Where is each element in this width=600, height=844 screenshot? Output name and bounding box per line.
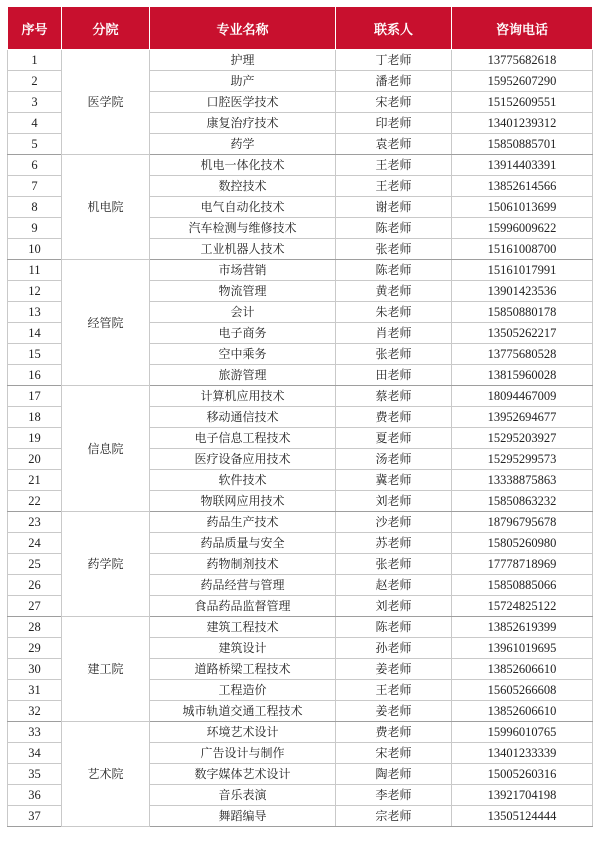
row-index: 12 <box>8 281 62 302</box>
phone-number: 13775680528 <box>452 344 593 365</box>
major-name: 舞蹈编导 <box>150 806 336 827</box>
phone-number: 15605266608 <box>452 680 593 701</box>
phone-number: 13921704198 <box>452 785 593 806</box>
phone-number: 13401239312 <box>452 113 593 134</box>
contact-person: 黄老师 <box>336 281 452 302</box>
row-index: 31 <box>8 680 62 701</box>
contact-person: 陈老师 <box>336 218 452 239</box>
major-name: 药品经营与管理 <box>150 575 336 596</box>
phone-number: 13852619399 <box>452 617 593 638</box>
row-index: 25 <box>8 554 62 575</box>
contact-person: 苏老师 <box>336 533 452 554</box>
department-cell: 信息院 <box>62 386 150 512</box>
row-index: 23 <box>8 512 62 533</box>
major-name: 环境艺术设计 <box>150 722 336 743</box>
contact-person: 蔡老师 <box>336 386 452 407</box>
major-name: 空中乘务 <box>150 344 336 365</box>
row-index: 26 <box>8 575 62 596</box>
major-name: 建筑设计 <box>150 638 336 659</box>
row-index: 5 <box>8 134 62 155</box>
contact-person: 潘老师 <box>336 71 452 92</box>
phone-number: 13914403391 <box>452 155 593 176</box>
contact-person: 张老师 <box>336 239 452 260</box>
contact-person: 宋老师 <box>336 743 452 764</box>
major-name: 广告设计与制作 <box>150 743 336 764</box>
phone-number: 13952694677 <box>452 407 593 428</box>
major-name: 数控技术 <box>150 176 336 197</box>
department-cell: 经管院 <box>62 260 150 386</box>
contact-person: 姜老师 <box>336 659 452 680</box>
department-cell: 建工院 <box>62 617 150 722</box>
header-row <box>8 7 593 50</box>
phone-number: 15850880178 <box>452 302 593 323</box>
contact-person: 沙老师 <box>336 512 452 533</box>
phone-number: 17778718969 <box>452 554 593 575</box>
contact-person: 王老师 <box>336 176 452 197</box>
row-index: 9 <box>8 218 62 239</box>
header-phone: 咨询电话 <box>452 7 593 50</box>
major-name: 助产 <box>150 71 336 92</box>
row-index: 1 <box>8 50 62 71</box>
row-index: 6 <box>8 155 62 176</box>
row-index: 3 <box>8 92 62 113</box>
row-index: 28 <box>8 617 62 638</box>
contact-person: 王老师 <box>336 680 452 701</box>
table-body <box>8 50 593 827</box>
row-index: 32 <box>8 701 62 722</box>
major-name: 建筑工程技术 <box>150 617 336 638</box>
phone-number: 15295299573 <box>452 449 593 470</box>
row-index: 30 <box>8 659 62 680</box>
phone-number: 13852606610 <box>452 701 593 722</box>
row-index: 20 <box>8 449 62 470</box>
major-name: 市场营销 <box>150 260 336 281</box>
row-index: 2 <box>8 71 62 92</box>
contact-person: 宗老师 <box>336 806 452 827</box>
major-name: 医疗设备应用技术 <box>150 449 336 470</box>
row-index: 27 <box>8 596 62 617</box>
phone-number: 13505262217 <box>452 323 593 344</box>
phone-number: 15724825122 <box>452 596 593 617</box>
row-index: 36 <box>8 785 62 806</box>
phone-number: 18094467009 <box>452 386 593 407</box>
row-index: 37 <box>8 806 62 827</box>
major-name: 工业机器人技术 <box>150 239 336 260</box>
contact-person: 印老师 <box>336 113 452 134</box>
major-name: 机电一体化技术 <box>150 155 336 176</box>
table-row <box>8 386 593 407</box>
row-index: 29 <box>8 638 62 659</box>
phone-number: 18796795678 <box>452 512 593 533</box>
phone-number: 15850885066 <box>452 575 593 596</box>
phone-number: 15952607290 <box>452 71 593 92</box>
contact-person: 张老师 <box>336 344 452 365</box>
major-name: 计算机应用技术 <box>150 386 336 407</box>
header-department: 分院 <box>62 7 150 50</box>
row-index: 19 <box>8 428 62 449</box>
major-name: 口腔医学技术 <box>150 92 336 113</box>
contact-person: 费老师 <box>336 407 452 428</box>
major-name: 数字媒体艺术设计 <box>150 764 336 785</box>
table-row <box>8 722 593 743</box>
contact-table-container <box>7 7 592 827</box>
phone-number: 15996009622 <box>452 218 593 239</box>
contact-person: 陶老师 <box>336 764 452 785</box>
contact-person: 肖老师 <box>336 323 452 344</box>
major-name: 药物制剂技术 <box>150 554 336 575</box>
contact-table <box>7 7 593 827</box>
major-name: 电子商务 <box>150 323 336 344</box>
row-index: 8 <box>8 197 62 218</box>
row-index: 24 <box>8 533 62 554</box>
contact-person: 李老师 <box>336 785 452 806</box>
major-name: 药品质量与安全 <box>150 533 336 554</box>
header-contact: 联系人 <box>336 7 452 50</box>
table-row <box>8 50 593 71</box>
phone-number: 13338875863 <box>452 470 593 491</box>
table-row <box>8 155 593 176</box>
phone-number: 15161017991 <box>452 260 593 281</box>
phone-number: 13505124444 <box>452 806 593 827</box>
table-row <box>8 512 593 533</box>
row-index: 10 <box>8 239 62 260</box>
contact-person: 姜老师 <box>336 701 452 722</box>
contact-person: 陈老师 <box>336 617 452 638</box>
row-index: 35 <box>8 764 62 785</box>
phone-number: 15295203927 <box>452 428 593 449</box>
contact-person: 袁老师 <box>336 134 452 155</box>
contact-person: 宋老师 <box>336 92 452 113</box>
phone-number: 13401233339 <box>452 743 593 764</box>
contact-person: 谢老师 <box>336 197 452 218</box>
contact-person: 赵老师 <box>336 575 452 596</box>
major-name: 电气自动化技术 <box>150 197 336 218</box>
contact-person: 汤老师 <box>336 449 452 470</box>
major-name: 会计 <box>150 302 336 323</box>
department-cell: 药学院 <box>62 512 150 617</box>
row-index: 11 <box>8 260 62 281</box>
header-major: 专业名称 <box>150 7 336 50</box>
phone-number: 15996010765 <box>452 722 593 743</box>
contact-person: 王老师 <box>336 155 452 176</box>
phone-number: 13775682618 <box>452 50 593 71</box>
major-name: 护理 <box>150 50 336 71</box>
major-name: 音乐表演 <box>150 785 336 806</box>
row-index: 17 <box>8 386 62 407</box>
contact-person: 费老师 <box>336 722 452 743</box>
major-name: 汽车检测与维修技术 <box>150 218 336 239</box>
major-name: 物流管理 <box>150 281 336 302</box>
contact-person: 夏老师 <box>336 428 452 449</box>
phone-number: 13852614566 <box>452 176 593 197</box>
major-name: 移动通信技术 <box>150 407 336 428</box>
row-index: 16 <box>8 365 62 386</box>
table-row <box>8 617 593 638</box>
phone-number: 15850863232 <box>452 491 593 512</box>
phone-number: 15152609551 <box>452 92 593 113</box>
contact-person: 朱老师 <box>336 302 452 323</box>
row-index: 7 <box>8 176 62 197</box>
phone-number: 15805260980 <box>452 533 593 554</box>
row-index: 34 <box>8 743 62 764</box>
row-index: 4 <box>8 113 62 134</box>
major-name: 电子信息工程技术 <box>150 428 336 449</box>
phone-number: 13901423536 <box>452 281 593 302</box>
department-cell: 艺术院 <box>62 722 150 827</box>
major-name: 软件技术 <box>150 470 336 491</box>
phone-number: 13852606610 <box>452 659 593 680</box>
table-row <box>8 260 593 281</box>
contact-person: 陈老师 <box>336 260 452 281</box>
row-index: 22 <box>8 491 62 512</box>
major-name: 食品药品监督管理 <box>150 596 336 617</box>
major-name: 物联网应用技术 <box>150 491 336 512</box>
phone-number: 15850885701 <box>452 134 593 155</box>
department-cell: 医学院 <box>62 50 150 155</box>
header-index: 序号 <box>8 7 62 50</box>
phone-number: 13961019695 <box>452 638 593 659</box>
contact-person: 张老师 <box>336 554 452 575</box>
contact-person: 刘老师 <box>336 491 452 512</box>
department-cell: 机电院 <box>62 155 150 260</box>
major-name: 工程造价 <box>150 680 336 701</box>
contact-person: 孙老师 <box>336 638 452 659</box>
row-index: 13 <box>8 302 62 323</box>
contact-person: 田老师 <box>336 365 452 386</box>
row-index: 33 <box>8 722 62 743</box>
row-index: 14 <box>8 323 62 344</box>
contact-person: 刘老师 <box>336 596 452 617</box>
major-name: 药学 <box>150 134 336 155</box>
phone-number: 15061013699 <box>452 197 593 218</box>
phone-number: 15161008700 <box>452 239 593 260</box>
row-index: 21 <box>8 470 62 491</box>
contact-person: 冀老师 <box>336 470 452 491</box>
major-name: 药品生产技术 <box>150 512 336 533</box>
contact-person: 丁老师 <box>336 50 452 71</box>
major-name: 城市轨道交通工程技术 <box>150 701 336 722</box>
major-name: 道路桥梁工程技术 <box>150 659 336 680</box>
phone-number: 15005260316 <box>452 764 593 785</box>
major-name: 康复治疗技术 <box>150 113 336 134</box>
phone-number: 13815960028 <box>452 365 593 386</box>
row-index: 15 <box>8 344 62 365</box>
row-index: 18 <box>8 407 62 428</box>
major-name: 旅游管理 <box>150 365 336 386</box>
